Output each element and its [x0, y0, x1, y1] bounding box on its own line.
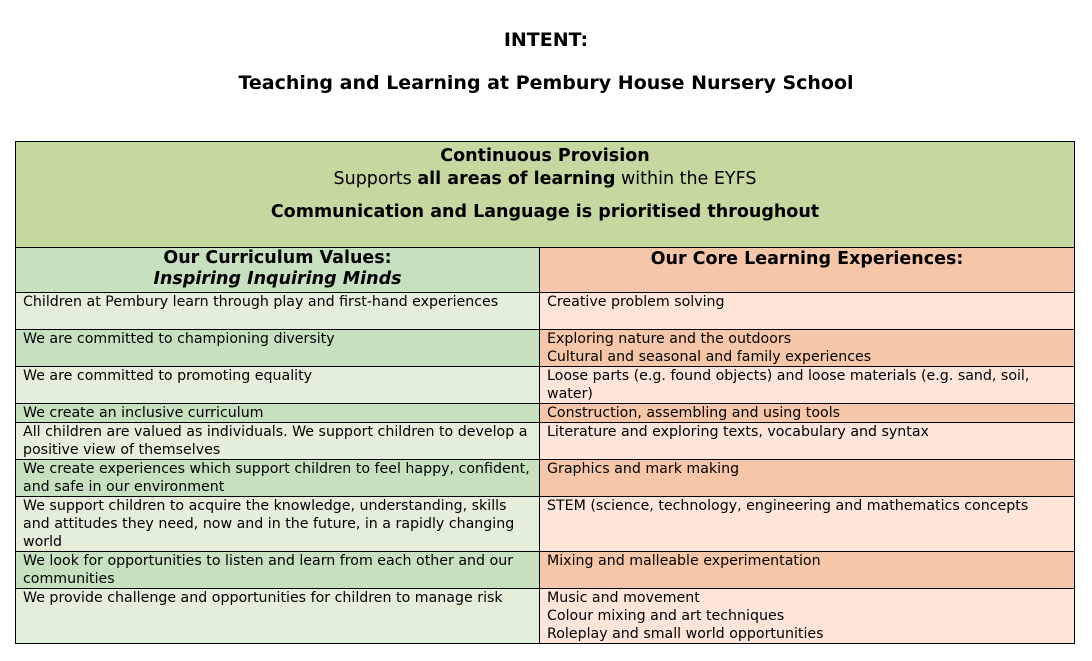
curriculum-value-text: We create experiences which support children to feel happy, confident, and safe in our environment	[23, 461, 530, 495]
curriculum-value-cell	[16, 367, 540, 404]
learning-experience-text: Roleplay and small world opportunities	[547, 626, 824, 642]
learning-experience-cell	[540, 460, 1075, 497]
curriculum-table	[15, 141, 1075, 644]
learning-experience-text: Construction, assembling and using tools	[547, 405, 841, 421]
curriculum-value-text: We are committed to championing diversity	[23, 331, 335, 347]
experiences-header-title: Our Core Learning Experiences:	[650, 249, 964, 269]
curriculum-value-text: We support children to acquire the knowledge, understanding, skills and attitudes they need, now and in the future, in a rapidly changing world	[23, 498, 515, 550]
learning-experience-text: Music and movement	[547, 590, 700, 606]
table-row	[16, 404, 1075, 423]
curriculum-value-text: We look for opportunities to listen and learn from each other and our communities	[23, 553, 514, 587]
learning-experience-text: Cultural and seasonal and family experiences	[547, 349, 872, 365]
learning-experience-cell	[540, 404, 1075, 423]
document-title: INTENT:	[503, 29, 589, 51]
table-row	[16, 423, 1075, 460]
table-row	[16, 460, 1075, 497]
table-row	[16, 589, 1075, 644]
table-row	[16, 552, 1075, 589]
experiences-header	[540, 248, 1075, 293]
learning-experience-cell	[540, 293, 1075, 330]
continuous-provision-title: Continuous Provision	[440, 146, 650, 166]
learning-experience-text: Colour mixing and art techniques	[547, 608, 785, 624]
table-row	[16, 497, 1075, 552]
learning-experience-text: Mixing and malleable experimentation	[547, 553, 821, 569]
continuous-provision-subtitle	[23, 167, 1067, 191]
learning-experience-cell	[540, 330, 1075, 367]
learning-experience-cell	[540, 497, 1075, 552]
curriculum-value-text: Children at Pembury learn through play and first-hand experiences	[23, 294, 499, 310]
curriculum-value-text: We create an inclusive curriculum	[23, 405, 264, 421]
curriculum-value-cell	[16, 293, 540, 330]
learning-experience-text: STEM (science, technology, engineering and mathematics concepts	[547, 498, 1029, 514]
curriculum-value-cell	[16, 423, 540, 460]
subtitle-prefix: Supports	[333, 169, 418, 189]
learning-experience-text: Literature and exploring texts, vocabulary and syntax	[547, 424, 929, 440]
learning-experience-text: Graphics and mark making	[547, 461, 740, 477]
values-header	[16, 248, 540, 293]
curriculum-value-cell	[16, 589, 540, 644]
values-header-title: Our Curriculum Values:	[163, 248, 392, 268]
continuous-provision-cell	[16, 142, 1075, 248]
table-row	[16, 330, 1075, 367]
curriculum-value-text: All children are valued as individuals. We support children to develop a positive view of themselves	[23, 424, 528, 458]
values-header-subtitle: Inspiring Inquiring Minds	[153, 269, 402, 289]
learning-experience-cell	[540, 552, 1075, 589]
table-row	[16, 293, 1075, 330]
communication-priority: Communication and Language is prioritised throughout	[270, 202, 820, 222]
learning-experience-text: Creative problem solving	[547, 294, 725, 310]
curriculum-value-cell	[16, 460, 540, 497]
curriculum-value-cell	[16, 552, 540, 589]
curriculum-value-cell	[16, 497, 540, 552]
header-row	[16, 248, 1075, 293]
document-subtitle: Teaching and Learning at Pembury House Nursery School	[238, 72, 854, 94]
table-row	[16, 367, 1075, 404]
learning-experience-cell	[540, 589, 1075, 644]
subtitle-emphasis: all areas of learning	[417, 169, 616, 189]
curriculum-value-cell	[16, 404, 540, 423]
curriculum-value-text: We provide challenge and opportunities for children to manage risk	[23, 590, 503, 606]
learning-experience-cell	[540, 423, 1075, 460]
learning-experience-text: Loose parts (e.g. found objects) and loose materials (e.g. sand, soil, water)	[547, 368, 1030, 402]
provision-row	[16, 142, 1075, 248]
curriculum-value-text: We are committed to promoting equality	[23, 368, 313, 384]
learning-experience-text: Exploring nature and the outdoors	[547, 331, 792, 347]
learning-experience-cell	[540, 367, 1075, 404]
subtitle-suffix: within the EYFS	[615, 169, 757, 189]
curriculum-value-cell	[16, 330, 540, 367]
